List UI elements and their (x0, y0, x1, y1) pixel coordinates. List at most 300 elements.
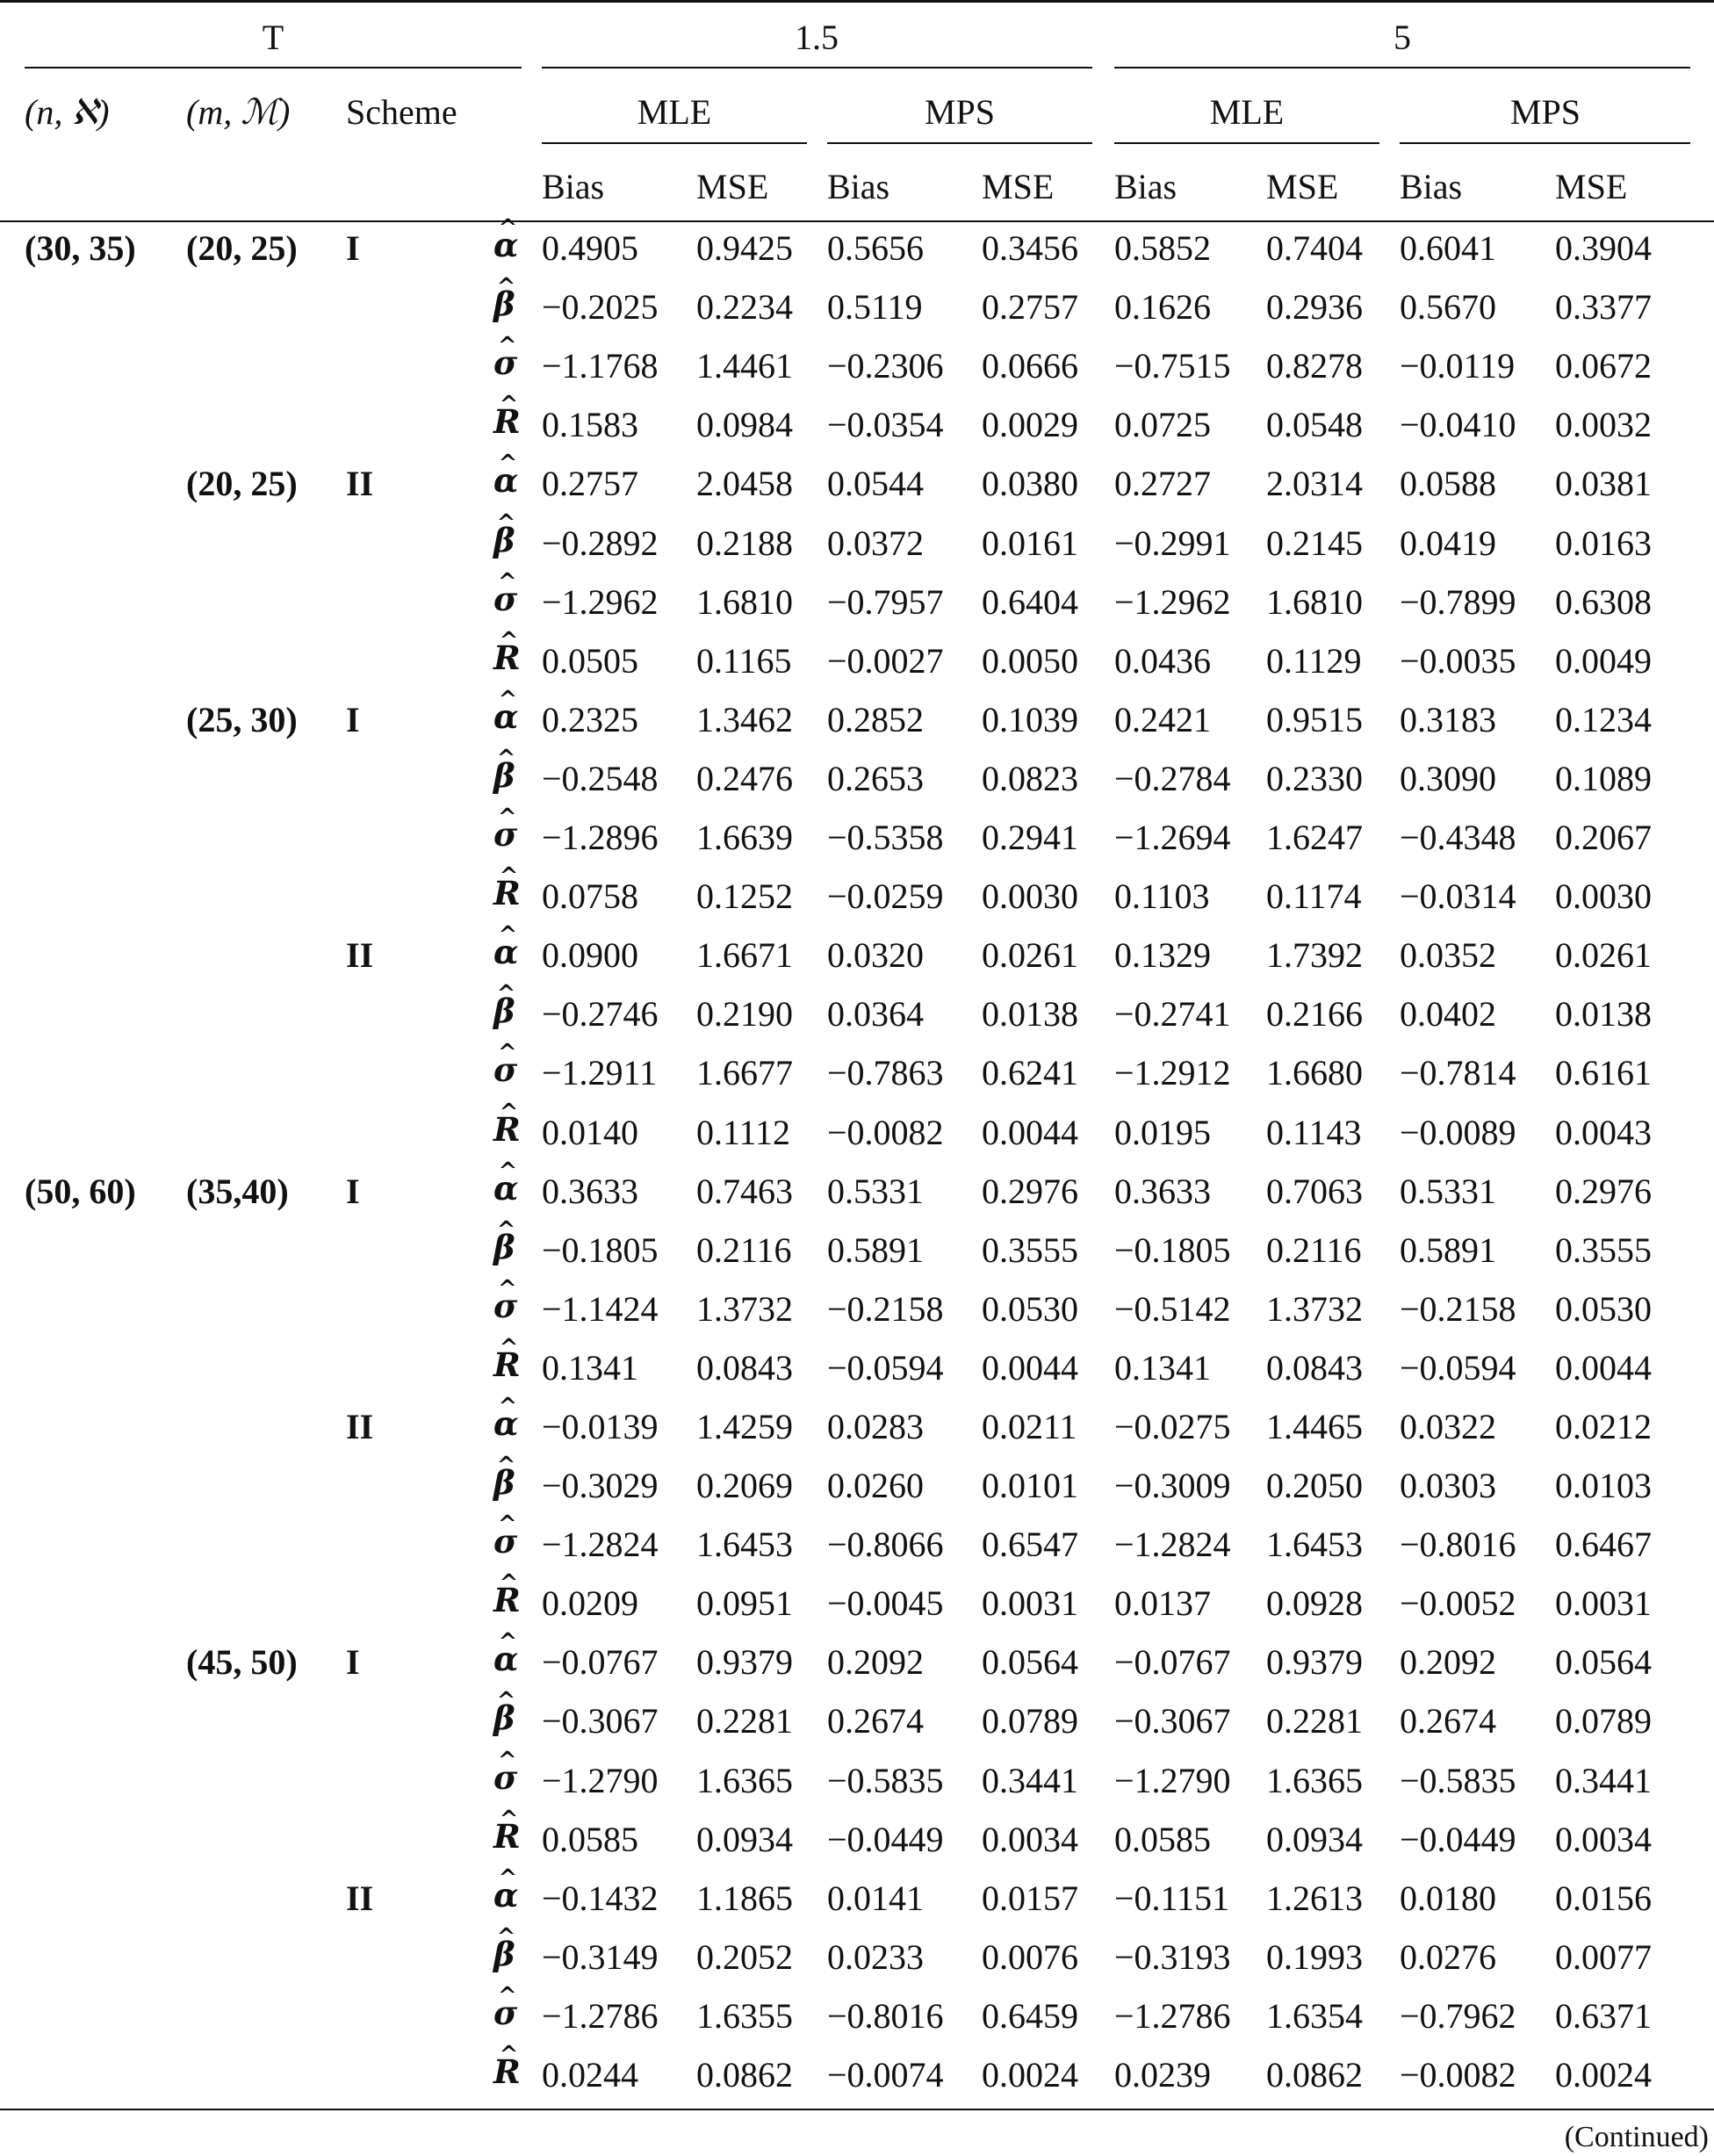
table-cell: 0.0372 (827, 523, 924, 563)
table-cell: 0.3555 (1555, 1230, 1652, 1270)
table-cell: 0.0024 (1555, 2055, 1652, 2095)
table-cell: −0.3193 (1114, 1937, 1231, 1977)
parameter-estimate (493, 226, 519, 264)
table-cell: −0.5835 (827, 1761, 944, 1800)
table-cell: −0.0082 (1400, 2055, 1516, 2095)
table-cell: −0.0314 (1400, 876, 1516, 916)
parameter-estimate (493, 2052, 521, 2091)
table-cell: 0.0233 (827, 1937, 924, 1977)
table-cell: 0.2092 (1400, 1642, 1496, 1682)
table-cell: 0.2325 (542, 700, 638, 739)
table-cell: 0.2067 (1555, 818, 1652, 857)
table-cell: 1.6453 (1266, 1525, 1363, 1564)
scheme-label: I (346, 700, 360, 739)
table-cell: 0.2757 (982, 287, 1078, 327)
table-bottom-rule (0, 2109, 1714, 2110)
table-cell: 0.0030 (982, 876, 1078, 916)
parameter-estimate (493, 1463, 515, 1502)
table-cell: −0.1151 (1114, 1878, 1230, 1918)
table-cell: 0.1626 (1114, 287, 1211, 327)
table-cell: 0.0843 (696, 1348, 793, 1388)
table-cell: 0.6459 (982, 1996, 1078, 2036)
table-cell: 0.0823 (982, 759, 1078, 798)
table-cell: 0.9379 (1266, 1642, 1363, 1682)
table-cell: 0.1341 (1114, 1348, 1211, 1388)
table-cell: 0.0505 (542, 641, 638, 681)
table-cell: −1.2824 (542, 1525, 659, 1564)
table-cell: −1.2694 (1114, 818, 1231, 857)
table-cell: −0.8016 (827, 1996, 944, 2036)
header-bottom-rule (0, 220, 1714, 222)
scheme-label: II (346, 935, 374, 975)
table-cell: −1.2962 (1114, 582, 1231, 622)
parameter-estimate (493, 1640, 519, 1678)
table-cell: −0.7814 (1400, 1053, 1516, 1092)
table-cell: 0.2092 (827, 1642, 924, 1682)
table-cell: 0.1165 (696, 641, 792, 681)
table-cell: 1.4259 (696, 1407, 793, 1446)
table-cell: 0.2976 (982, 1172, 1078, 1211)
table-cell: 0.0239 (1114, 2055, 1211, 2095)
parameter-symbol: σ ^ (493, 1762, 517, 1794)
table-cell: 1.6671 (696, 935, 793, 975)
t15-group-rule (542, 67, 1092, 69)
table-cell: −0.0082 (827, 1113, 944, 1152)
table-cell: 0.2116 (1266, 1230, 1362, 1270)
table-cell: 0.1234 (1555, 700, 1652, 739)
table-cell: −1.2911 (542, 1053, 658, 1092)
scheme-label: II (346, 464, 374, 503)
table-cell: 0.1089 (1555, 759, 1652, 798)
table-cell: 0.0163 (1555, 523, 1652, 563)
table-cell: 1.6810 (1266, 582, 1363, 622)
table-cell: 0.1993 (1266, 1937, 1363, 1977)
table-cell: 1.6677 (696, 1053, 793, 1092)
table-cell: −0.0354 (827, 405, 944, 444)
table-cell: 0.4905 (542, 228, 638, 268)
table-cell: −0.2741 (1114, 994, 1231, 1034)
table-cell: 1.4465 (1266, 1407, 1363, 1446)
parameter-estimate (493, 402, 521, 441)
parameter-symbol: R ^ (493, 2056, 521, 2088)
table-cell: −1.2790 (542, 1761, 659, 1800)
table-cell: −1.2896 (542, 818, 659, 857)
parameter-estimate (493, 580, 518, 618)
table-cell: 0.0564 (1555, 1642, 1652, 1682)
table-cell: 0.0043 (1555, 1113, 1652, 1152)
table-cell: 0.2941 (982, 818, 1078, 857)
table-cell: 0.2116 (696, 1230, 792, 1270)
table-cell: 1.2613 (1266, 1878, 1363, 1918)
parameter-symbol: β ^ (493, 1938, 515, 1971)
table-cell: 0.6547 (982, 1525, 1078, 1564)
parameter-estimate (493, 343, 518, 382)
scheme-label: II (346, 1407, 374, 1446)
table-cell: −0.2548 (542, 759, 659, 798)
table-cell: 0.0195 (1114, 1113, 1211, 1152)
table-cell: −0.5835 (1400, 1761, 1516, 1800)
table-cell: −0.0035 (1400, 641, 1516, 681)
table-cell: 0.6041 (1400, 228, 1496, 268)
table-cell: 0.2936 (1266, 287, 1363, 327)
table-cell: 0.0322 (1400, 1407, 1496, 1446)
table-cell: 0.9515 (1266, 700, 1363, 739)
stat-header: Bias (1114, 167, 1177, 206)
table-cell: 0.0140 (542, 1113, 638, 1152)
table-cell: 0.0789 (982, 1701, 1078, 1741)
parameter-estimate (493, 1169, 519, 1208)
parameter-symbol: β ^ (493, 524, 515, 557)
parameter-estimate (493, 874, 521, 912)
parameter-estimate (493, 1522, 518, 1561)
table-cell: 1.7392 (1266, 935, 1363, 975)
table-cell: 0.5670 (1400, 287, 1496, 327)
stat-header: MSE (1555, 167, 1628, 206)
t-value-1: 1.5 (795, 18, 839, 57)
table-cell: 0.0588 (1400, 464, 1496, 503)
table-cell: 0.0585 (1114, 1820, 1211, 1859)
table-cell: 0.6467 (1555, 1525, 1652, 1564)
parameter-symbol: α ^ (493, 936, 518, 969)
table-cell: 0.0436 (1114, 641, 1211, 681)
parameter-estimate (493, 1228, 515, 1266)
table-cell: −0.0449 (1400, 1820, 1516, 1859)
table-cell: 1.6365 (1266, 1761, 1363, 1800)
stat-header: Bias (827, 167, 890, 206)
table-cell: 1.4461 (696, 346, 793, 386)
parameter-estimate (493, 991, 515, 1030)
parameter-estimate (493, 1404, 519, 1443)
table-cell: 0.3441 (982, 1761, 1078, 1800)
table-cell: 0.0141 (827, 1878, 924, 1918)
table-cell: 0.0758 (542, 876, 638, 916)
table-cell: 0.0381 (1555, 464, 1652, 503)
parameter-symbol: σ ^ (493, 1054, 517, 1086)
method-header: MPS (1509, 92, 1581, 132)
table-cell: 0.0951 (696, 1583, 793, 1623)
table-cell: 0.0050 (982, 641, 1078, 681)
table-cell: 0.0044 (1555, 1348, 1652, 1388)
col-header-m: (m, ℳ) (186, 92, 291, 132)
table-cell: −1.1424 (542, 1289, 659, 1329)
table-cell: 0.0862 (1266, 2055, 1363, 2095)
table-cell: −0.2746 (542, 994, 659, 1034)
table-cell: −0.1805 (542, 1230, 659, 1270)
table-cell: 0.0585 (542, 1820, 638, 1859)
table-cell: 0.5119 (827, 287, 923, 327)
table-cell: −0.0594 (827, 1348, 944, 1388)
table-cell: −0.0275 (1114, 1407, 1231, 1446)
table-cell: −0.0045 (827, 1583, 944, 1623)
table-cell: 0.2674 (827, 1701, 924, 1741)
sample-size-group: (30, 35) (25, 228, 136, 268)
table-cell: −0.1432 (542, 1878, 659, 1918)
table-cell: 0.0044 (982, 1113, 1078, 1152)
parameter-estimate (493, 815, 518, 854)
table-cell: −0.0410 (1400, 405, 1516, 444)
table-cell: 1.6810 (696, 582, 793, 622)
table-cell: −0.2158 (1400, 1289, 1516, 1329)
col-header-scheme: Scheme (346, 92, 457, 132)
table-cell: 0.0276 (1400, 1937, 1496, 1977)
parameter-estimate (493, 933, 519, 971)
parameter-symbol: R ^ (493, 877, 521, 910)
table-cell: −1.2912 (1114, 1053, 1231, 1092)
table-cell: 0.0530 (1555, 1289, 1652, 1329)
table-cell: 1.6365 (696, 1761, 793, 1800)
parameter-symbol: β ^ (493, 1702, 515, 1734)
table-cell: 1.6354 (1266, 1996, 1363, 2036)
table-cell: 0.0030 (1555, 876, 1652, 916)
parameter-estimate (493, 697, 519, 736)
parameter-estimate (493, 1287, 518, 1325)
table-cell: 0.0261 (1555, 935, 1652, 975)
table-cell: 0.2166 (1266, 994, 1363, 1034)
scheme-label: II (346, 1878, 374, 1918)
table-cell: 0.1039 (982, 700, 1078, 739)
table-cell: 0.0044 (982, 1348, 1078, 1388)
t-value-2: 5 (1394, 18, 1411, 57)
table-cell: 0.3090 (1400, 759, 1496, 798)
table-cell: −0.0259 (827, 876, 944, 916)
table-cell: 0.7404 (1266, 228, 1363, 268)
table-cell: 0.2674 (1400, 1701, 1496, 1741)
parameter-symbol: α ^ (493, 1172, 518, 1205)
table-cell: 0.0402 (1400, 994, 1496, 1034)
parameter-symbol: σ ^ (493, 1997, 517, 2030)
parameter-symbol: R ^ (493, 1114, 521, 1146)
mle-5-rule (1114, 142, 1379, 144)
censoring-group: (20, 25) (186, 464, 298, 503)
mps-15-rule (827, 142, 1092, 144)
table-cell: 0.3441 (1555, 1761, 1652, 1800)
table-cell: 0.3904 (1555, 228, 1652, 268)
parameter-symbol: R ^ (493, 1821, 521, 1853)
parameter-symbol: σ ^ (493, 583, 517, 616)
table-cell: 0.1583 (542, 405, 638, 444)
parameter-estimate (493, 1758, 518, 1797)
table-cell: −0.3149 (542, 1937, 659, 1977)
col-header-n: (n, ℵ) (25, 92, 110, 132)
table-cell: 1.1865 (696, 1878, 793, 1918)
table-cell: 0.0320 (827, 935, 924, 975)
table-cell: 0.3633 (542, 1172, 638, 1211)
parameter-estimate (493, 1817, 521, 1856)
stat-header: MSE (696, 167, 769, 206)
table-cell: 0.0049 (1555, 641, 1652, 681)
table-cell: 0.6241 (982, 1053, 1078, 1092)
table-cell: 0.6404 (982, 582, 1078, 622)
table-cell: −0.0027 (827, 641, 944, 681)
parameter-symbol: α ^ (493, 465, 518, 497)
table-cell: 0.0530 (982, 1289, 1078, 1329)
table-cell: −0.0767 (542, 1642, 659, 1682)
censoring-group: (20, 25) (186, 228, 298, 268)
table-cell: 0.3456 (982, 228, 1078, 268)
table-cell: 0.6308 (1555, 582, 1652, 622)
table-cell: −0.8016 (1400, 1525, 1516, 1564)
stat-header: Bias (1400, 167, 1463, 206)
table-cell: 0.0034 (982, 1820, 1078, 1859)
table-cell: 0.2190 (696, 994, 793, 1034)
table-cell: −0.3067 (542, 1701, 659, 1741)
table-cell: 0.1143 (1266, 1113, 1362, 1152)
table-cell: 0.2757 (542, 464, 638, 503)
table-cell: −0.0119 (1400, 346, 1516, 386)
parameter-estimate (493, 1110, 521, 1149)
table-cell: 0.0544 (827, 464, 924, 503)
table-cell: 0.5331 (1400, 1172, 1496, 1211)
parameter-symbol: β ^ (493, 1467, 515, 1499)
table-cell: 0.2281 (696, 1701, 793, 1741)
table-cell: −1.1768 (542, 346, 659, 386)
table-cell: 0.2421 (1114, 700, 1211, 739)
table-cell: 0.0862 (696, 2055, 793, 2095)
parameter-symbol: σ ^ (493, 347, 517, 379)
parameter-estimate (493, 521, 515, 559)
table-cell: 0.2653 (827, 759, 924, 798)
table-cell: 0.6371 (1555, 1996, 1652, 2036)
table-cell: 0.0024 (982, 2055, 1078, 2095)
table-cell: −1.2786 (1114, 1996, 1231, 2036)
method-header: MLE (637, 92, 712, 132)
table-cell: 1.6453 (696, 1525, 793, 1564)
table-cell: 0.0103 (1555, 1466, 1652, 1505)
table-cell: 0.0283 (827, 1407, 924, 1446)
censoring-group: (45, 50) (186, 1642, 298, 1682)
table-cell: 0.0032 (1555, 405, 1652, 444)
table-cell: −1.2790 (1114, 1761, 1231, 1800)
table-cell: 0.0419 (1400, 523, 1496, 563)
table-cell: −0.5358 (827, 818, 944, 857)
table-cell: 0.0260 (827, 1466, 924, 1505)
table-cell: 0.2052 (696, 1937, 793, 1977)
table-cell: 0.0934 (696, 1820, 793, 1859)
parameter-estimate (493, 1698, 515, 1737)
table-cell: 0.7063 (1266, 1172, 1363, 1211)
stat-header: MSE (1266, 167, 1339, 206)
table-cell: 0.0244 (542, 2055, 638, 2095)
table-cell: −0.7899 (1400, 582, 1516, 622)
table-cell: 0.3555 (982, 1230, 1078, 1270)
table-cell: 0.2727 (1114, 464, 1211, 503)
table-cell: 0.0138 (1555, 994, 1652, 1034)
method-header: MPS (924, 92, 996, 132)
parameter-estimate (493, 461, 519, 500)
table-cell: −0.7957 (827, 582, 944, 622)
table-cell: 0.3377 (1555, 287, 1652, 327)
table-cell: 0.0157 (982, 1878, 1078, 1918)
t5-group-rule (1114, 67, 1690, 69)
stat-header: Bias (542, 167, 605, 206)
scheme-label: I (346, 1642, 360, 1682)
parameter-estimate (493, 285, 515, 323)
sample-size-group: (50, 60) (25, 1172, 136, 1211)
parameter-estimate (493, 1050, 518, 1089)
table-cell: −0.7515 (1114, 346, 1231, 386)
t-label: T (262, 18, 284, 57)
parameter-estimate (493, 756, 515, 795)
table-cell: −0.0767 (1114, 1642, 1231, 1682)
table-cell: −0.0449 (827, 1820, 944, 1859)
table-cell: 0.8278 (1266, 346, 1363, 386)
table-cell: 0.9425 (696, 228, 793, 268)
table-cell: 0.2976 (1555, 1172, 1652, 1211)
parameter-symbol: β ^ (493, 1231, 515, 1264)
table-cell: 0.1341 (542, 1348, 638, 1388)
top-rule (0, 0, 1714, 3)
table-cell: 0.1174 (1266, 876, 1362, 916)
table-cell: 0.0156 (1555, 1878, 1652, 1918)
table-cell: 0.0303 (1400, 1466, 1496, 1505)
parameter-symbol: σ ^ (493, 1290, 517, 1323)
table-cell: 0.9379 (696, 1642, 793, 1682)
parameter-symbol: R ^ (493, 1349, 521, 1381)
parameter-symbol: σ ^ (493, 1525, 517, 1558)
table-cell: 0.3183 (1400, 700, 1496, 739)
table-cell: 0.2050 (1266, 1466, 1363, 1505)
table-cell: 0.0209 (542, 1583, 638, 1623)
table-cell: 0.2852 (827, 700, 924, 739)
t-group-rule (25, 67, 522, 69)
table-cell: 1.6355 (696, 1996, 793, 2036)
table-cell: 0.0029 (982, 405, 1078, 444)
continued-note: (Continued) (1564, 2121, 1709, 2153)
table-cell: 0.1252 (696, 876, 793, 916)
parameter-symbol: α ^ (493, 1643, 518, 1676)
table-cell: 0.2234 (696, 287, 793, 327)
mps-5-rule (1400, 142, 1690, 144)
table-cell: 0.5331 (827, 1172, 924, 1211)
table-cell: 0.1129 (1266, 641, 1362, 681)
table-cell: −1.2786 (542, 1996, 659, 2036)
parameter-symbol: β ^ (493, 760, 515, 792)
parameter-symbol: R ^ (493, 406, 521, 438)
table-cell: 0.0137 (1114, 1583, 1211, 1623)
table-cell: −0.4348 (1400, 818, 1516, 857)
table-cell: 0.0261 (982, 935, 1078, 975)
table-cell: 2.0458 (696, 464, 793, 503)
table-cell: 0.7463 (696, 1172, 793, 1211)
table-cell: 0.5656 (827, 228, 924, 268)
table-cell: −0.0089 (1400, 1113, 1516, 1152)
table-cell: 0.1103 (1114, 876, 1210, 916)
table-cell: 1.3732 (1266, 1289, 1363, 1329)
table-cell: 0.0211 (982, 1407, 1077, 1446)
parameter-estimate (493, 1581, 521, 1619)
table-cell: 0.2281 (1266, 1701, 1363, 1741)
table-cell: −0.3067 (1114, 1701, 1231, 1741)
table-cell: 0.5891 (827, 1230, 924, 1270)
table-cell: −1.2824 (1114, 1525, 1231, 1564)
table-cell: 1.6680 (1266, 1053, 1363, 1092)
table-cell: 0.0101 (982, 1466, 1078, 1505)
table-cell: −1.2962 (542, 582, 659, 622)
parameter-estimate (493, 1345, 521, 1384)
table-cell: 0.0180 (1400, 1878, 1496, 1918)
table-cell: 0.0672 (1555, 346, 1652, 386)
table-cell: 0.5891 (1400, 1230, 1496, 1270)
table-cell: −0.7863 (827, 1053, 944, 1092)
table-cell: 0.2330 (1266, 759, 1363, 798)
table-cell: −0.3009 (1114, 1466, 1231, 1505)
table-cell: 0.2145 (1266, 523, 1363, 563)
table-cell: −0.0594 (1400, 1348, 1516, 1388)
parameter-symbol: R ^ (493, 1584, 521, 1617)
table-cell: 0.0380 (982, 464, 1078, 503)
parameter-estimate (493, 1876, 519, 1914)
table-cell: −0.8066 (827, 1525, 944, 1564)
